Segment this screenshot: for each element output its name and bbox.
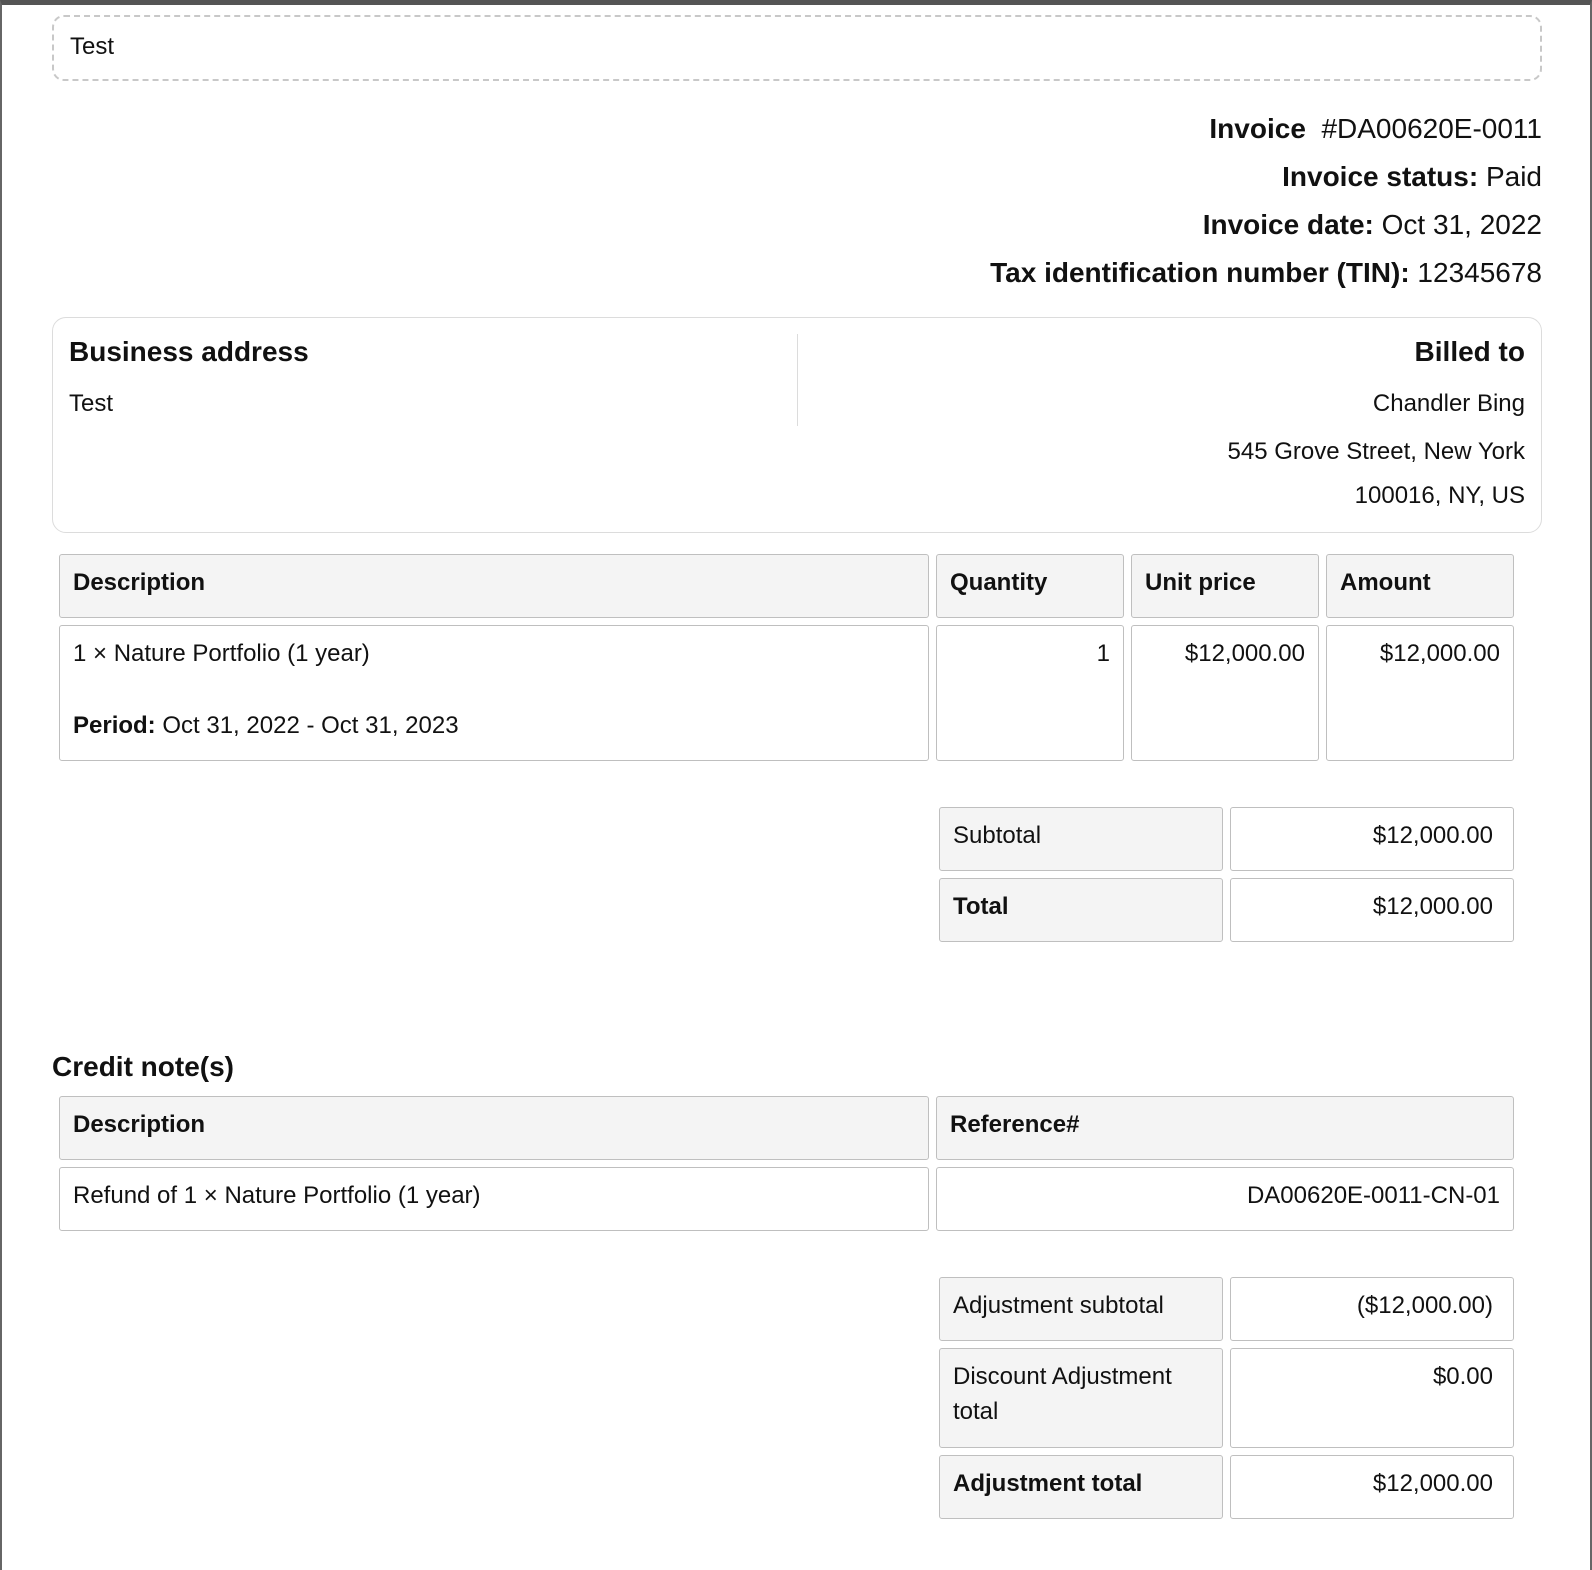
invoice-note <box>52 15 1542 81</box>
invoice-date-label: Invoice date: <box>1202 209 1374 240</box>
adjustment-total-value: $12,000.00 <box>1230 1455 1514 1519</box>
invoice-document <box>52 15 1542 1526</box>
invoice-tin: 12345678 <box>1417 257 1542 288</box>
adjustment-total-label: Adjustment total <box>939 1455 1223 1519</box>
items-table <box>52 547 1521 768</box>
adjustment-subtotal-label: Adjustment subtotal <box>939 1277 1223 1341</box>
adjustment-subtotal-value: ($12,000.00) <box>1230 1277 1514 1341</box>
billed-to <box>798 334 1526 516</box>
item-quantity: 1 <box>936 625 1124 761</box>
items-header-row <box>59 554 1514 618</box>
address-box <box>52 317 1542 533</box>
adjustment-total-row <box>939 1455 1514 1519</box>
header-amount: Amount <box>1326 554 1514 618</box>
invoice-number: #DA00620E-0011 <box>1321 113 1542 144</box>
header-quantity: Quantity <box>936 554 1124 618</box>
invoice-label: Invoice <box>1209 113 1306 144</box>
item-period-label: Period: <box>73 712 156 739</box>
invoice-tin-line <box>52 249 1542 297</box>
business-address <box>69 334 798 426</box>
note-text: Test <box>70 33 115 60</box>
credit-notes-table <box>52 1089 1521 1238</box>
total-label: Total <box>939 878 1223 942</box>
table-row <box>59 1167 1514 1231</box>
discount-adjustment-row <box>939 1348 1514 1448</box>
credit-header-row <box>59 1096 1514 1160</box>
discount-adjustment-label: Discount Adjustment total <box>939 1348 1223 1448</box>
billed-to-street: 545 Grove Street, New York <box>1227 438 1525 465</box>
invoice-date-line <box>52 201 1542 249</box>
adjustment-subtotal-row <box>939 1277 1514 1341</box>
credit-header-description: Description <box>59 1096 929 1160</box>
business-address-line: Test <box>69 390 114 417</box>
table-row <box>59 625 1514 761</box>
credit-notes-title: Credit note(s) <box>52 1051 234 1082</box>
business-address-title: Business address <box>69 336 309 367</box>
totals-table <box>932 800 1521 949</box>
invoice-number-line <box>52 105 1542 153</box>
discount-adjustment-value: $0.00 <box>1230 1348 1514 1448</box>
billed-to-title: Billed to <box>1414 336 1525 367</box>
total-value: $12,000.00 <box>1230 878 1514 942</box>
total-row <box>939 878 1514 942</box>
invoice-tin-label: Tax identification number (TIN): <box>990 257 1410 288</box>
subtotal-row <box>939 807 1514 871</box>
billed-to-name: Chandler Bing <box>1372 390 1525 417</box>
credit-reference: DA00620E-0011-CN-01 <box>936 1167 1514 1231</box>
subtotal-label: Subtotal <box>939 807 1223 871</box>
header-unit-price: Unit price <box>1131 554 1319 618</box>
invoice-date: Oct 31, 2022 <box>1381 209 1542 240</box>
item-amount: $12,000.00 <box>1326 625 1514 761</box>
credit-header-reference: Reference# <box>936 1096 1514 1160</box>
invoice-status-label: Invoice status: <box>1282 161 1479 192</box>
subtotal-value: $12,000.00 <box>1230 807 1514 871</box>
item-period-value: Oct 31, 2022 - Oct 31, 2023 <box>162 712 459 739</box>
item-unit-price: $12,000.00 <box>1131 625 1319 761</box>
item-description-cell <box>59 625 929 761</box>
invoice-header <box>52 105 1542 297</box>
billed-to-city: 100016, NY, US <box>1354 482 1525 509</box>
header-description: Description <box>59 554 929 618</box>
item-period <box>73 712 915 740</box>
credit-description: Refund of 1 × Nature Portfolio (1 year) <box>59 1167 929 1231</box>
item-description: 1 × Nature Portfolio (1 year) <box>73 640 370 667</box>
adjustments-table <box>932 1270 1521 1526</box>
invoice-status-line <box>52 153 1542 201</box>
invoice-status: Paid <box>1485 161 1542 192</box>
